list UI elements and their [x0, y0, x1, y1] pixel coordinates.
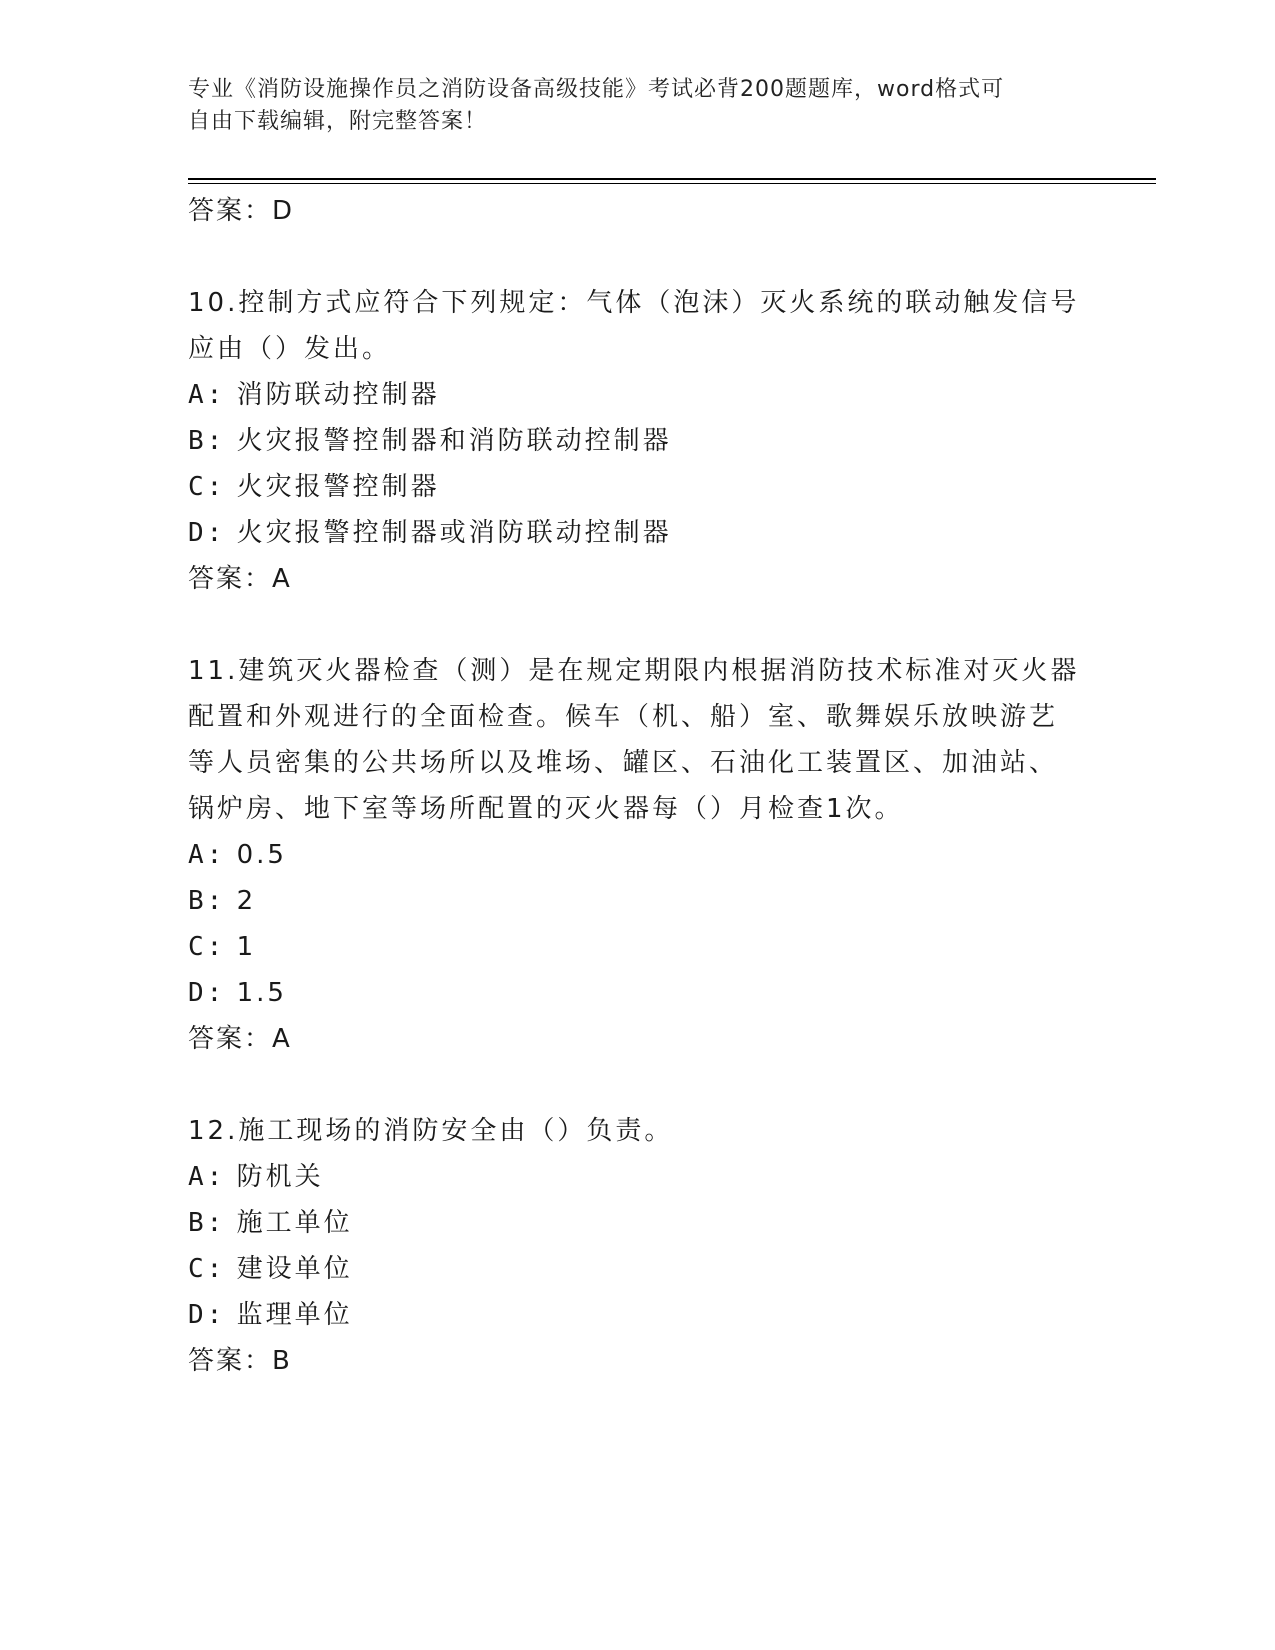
- option-a: A: 防机关: [188, 1162, 324, 1192]
- answer: 答案：A: [188, 564, 292, 594]
- previous-answer: 答案：D: [188, 196, 295, 226]
- header-line-2: 自由下载编辑，附完整答案！: [188, 109, 488, 134]
- option-b: B: 2: [188, 886, 257, 916]
- question-block: [188, 1108, 1088, 1384]
- option-c: C: 1: [188, 932, 257, 962]
- option-a: A: 0.5: [188, 840, 287, 870]
- question-text-line: 锅炉房、地下室等场所配置的灭火器每（）月检查1次。: [188, 794, 904, 824]
- option-d: D: 1.5: [188, 978, 287, 1008]
- question-text-line: 10.控制方式应符合下列规定：气体（泡沫）灭火系统的联动触发信号: [188, 288, 1080, 318]
- document-header: [188, 74, 1068, 138]
- document-body: [188, 188, 1088, 1384]
- question-text-line: 11.建筑灭火器检查（测）是在规定期限内根据消防技术标准对灭火器: [188, 656, 1080, 686]
- question-text-line: 等人员密集的公共场所以及堆场、罐区、石油化工装置区、加油站、: [188, 748, 1059, 778]
- question-block: [188, 280, 1088, 602]
- header-line-1: 专业《消防设施操作员之消防设备高级技能》考试必背200题题库，word格式可: [188, 77, 1005, 102]
- option-d: D: 火灾报警控制器或消防联动控制器: [188, 518, 672, 548]
- question-text-line: 配置和外观进行的全面检查。候车（机、船）室、歌舞娱乐放映游艺: [188, 702, 1059, 732]
- question-text-line: 12.施工现场的消防安全由（）负责。: [188, 1116, 674, 1146]
- option-b: B: 施工单位: [188, 1208, 353, 1238]
- option-c: C: 火灾报警控制器: [188, 472, 440, 502]
- question-block: [188, 648, 1088, 1062]
- option-c: C: 建设单位: [188, 1254, 353, 1284]
- answer: 答案：A: [188, 1024, 292, 1054]
- header-rule-thick: [188, 178, 1156, 180]
- option-a: A: 消防联动控制器: [188, 380, 440, 410]
- option-b: B: 火灾报警控制器和消防联动控制器: [188, 426, 672, 456]
- header-rule-thin: [188, 183, 1156, 184]
- question-text-line: 应由（）发出。: [188, 334, 392, 364]
- answer: 答案：B: [188, 1346, 292, 1376]
- option-d: D: 监理单位: [188, 1300, 353, 1330]
